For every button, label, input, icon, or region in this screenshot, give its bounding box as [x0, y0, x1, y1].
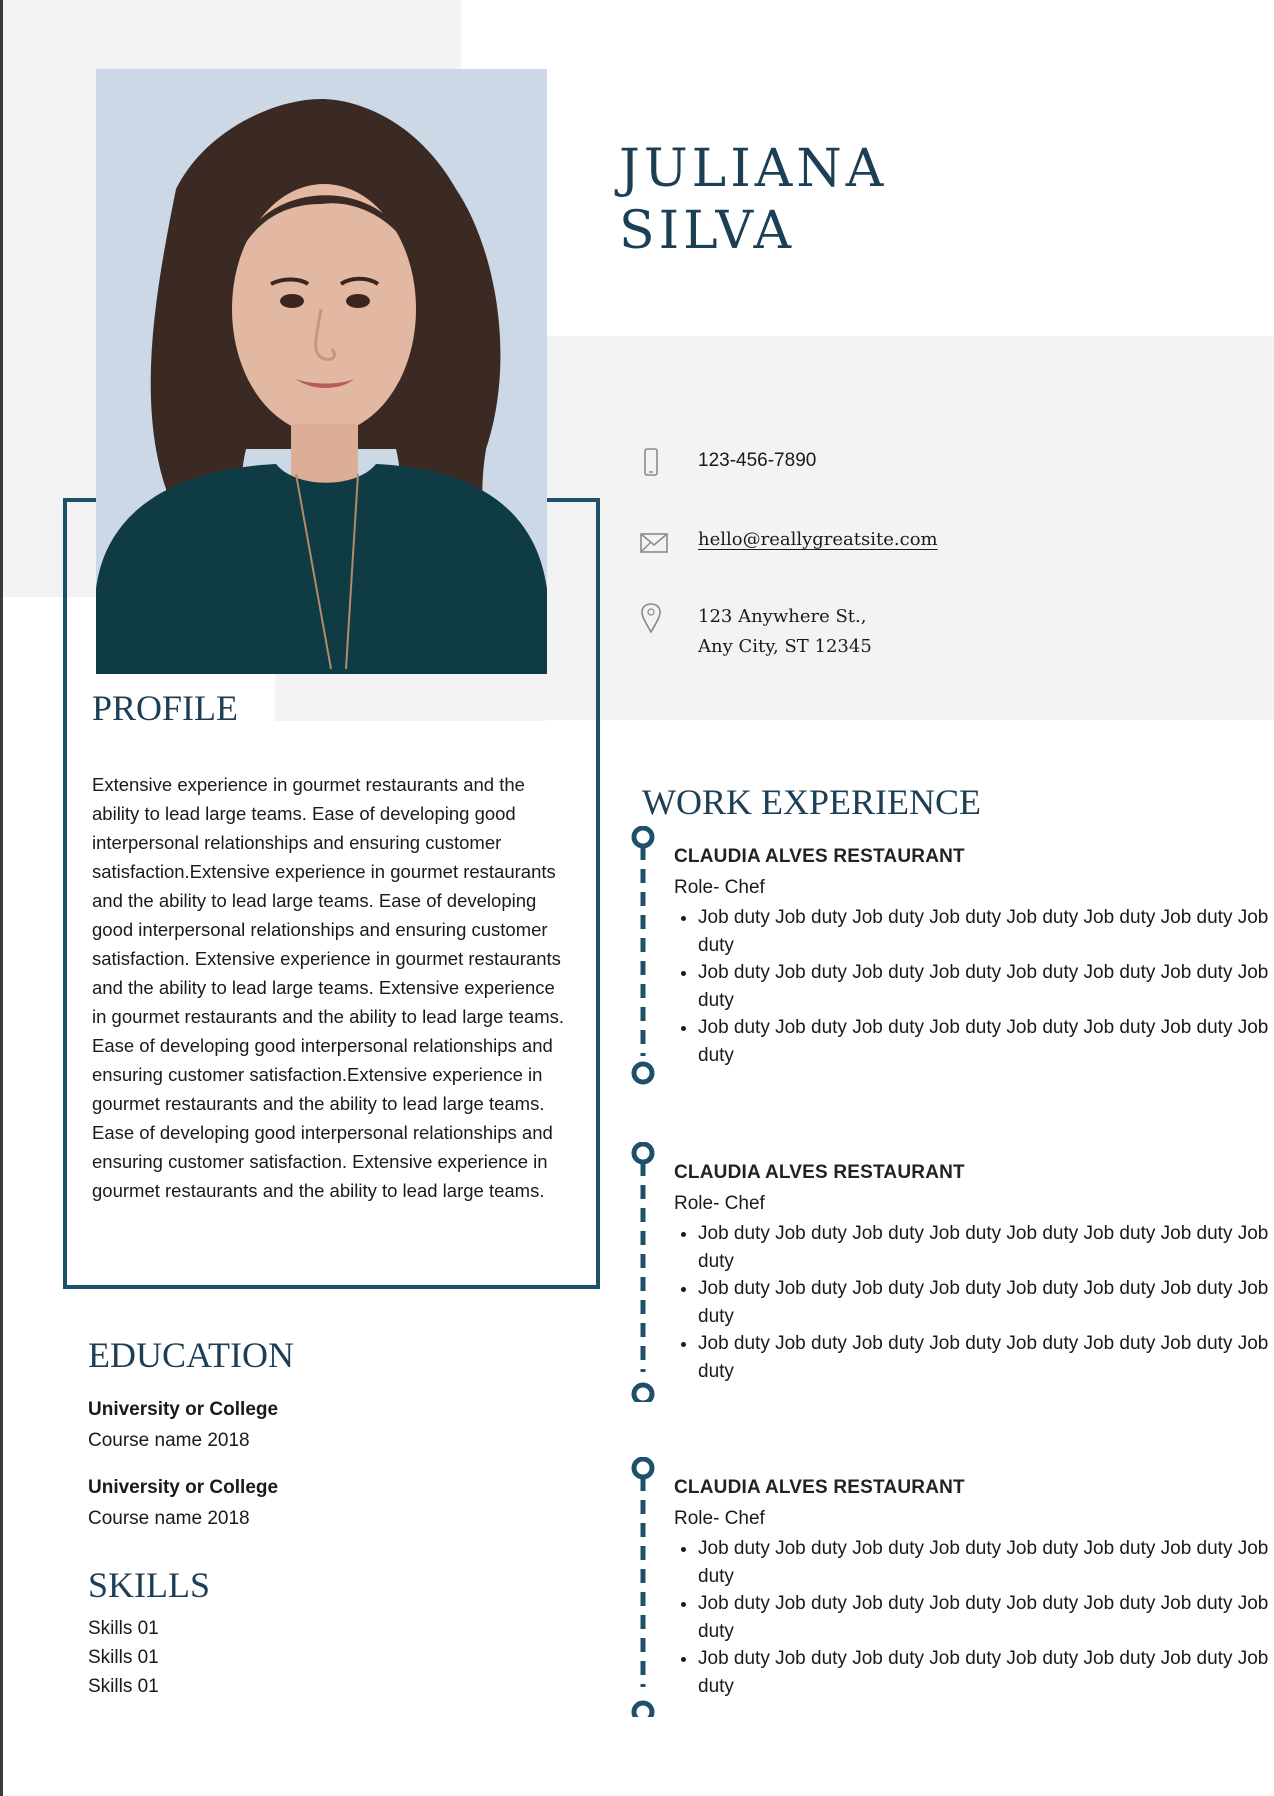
profile-heading: PROFILE	[92, 688, 239, 728]
first-name: JULIANA	[619, 139, 888, 199]
job-duty: • Job duty Job duty Job duty Job duty Job duty Job duty Job duty Job duty	[698, 1535, 1274, 1590]
job-duty: • Job duty Job duty Job duty Job duty Job duty Job duty Job duty Job duty	[698, 1014, 1274, 1069]
email-link[interactable]: hello@reallygreatsite.com	[698, 529, 938, 550]
job-duty: • Job duty Job duty Job duty Job duty Job duty Job duty Job duty Job duty	[698, 1645, 1274, 1700]
address	[698, 602, 872, 662]
job-company: CLAUDIA ALVES RESTAURANT	[674, 1162, 965, 1183]
education-item	[88, 1472, 508, 1534]
education-school: University or College	[88, 1399, 279, 1420]
skill-item: Skills 01	[88, 1618, 159, 1639]
timeline-pin-icon	[630, 1457, 660, 1717]
timeline-pin-icon	[630, 826, 660, 1086]
education-school: University or College	[88, 1477, 279, 1498]
job-company: CLAUDIA ALVES RESTAURANT	[674, 846, 965, 867]
job-role: Role- Chef	[674, 1193, 765, 1214]
skill-item: Skills 01	[88, 1676, 159, 1697]
job-details	[674, 1473, 1274, 1700]
skill-item: Skills 01	[88, 1647, 159, 1668]
job-details	[674, 842, 1274, 1069]
phone-icon	[640, 446, 672, 480]
job-duty: • Job duty Job duty Job duty Job duty Job duty Job duty Job duty Job duty	[698, 1220, 1274, 1275]
candidate-name	[619, 138, 887, 262]
job-company: CLAUDIA ALVES RESTAURANT	[674, 1477, 965, 1498]
work-experience-heading: WORK EXPERIENCE	[642, 782, 981, 822]
job-duty: • Job duty Job duty Job duty Job duty Job duty Job duty Job duty Job duty	[698, 1330, 1274, 1385]
contact-address	[640, 602, 872, 662]
job-duties	[674, 1535, 1274, 1700]
contact-email	[640, 525, 938, 559]
job-duty: • Job duty Job duty Job duty Job duty Job duty Job duty Job duty Job duty	[698, 1275, 1274, 1330]
address-line-1: 123 Anywhere St.,	[698, 606, 867, 627]
job-duties	[674, 904, 1274, 1069]
location-icon	[640, 602, 672, 636]
mail-icon	[640, 525, 672, 559]
education-course: Course name 2018	[88, 1430, 250, 1451]
education-course: Course name 2018	[88, 1508, 250, 1529]
job-details	[674, 1158, 1274, 1385]
job-role: Role- Chef	[674, 877, 765, 898]
job-duty: • Job duty Job duty Job duty Job duty Job duty Job duty Job duty Job duty	[698, 904, 1274, 959]
education-heading: EDUCATION	[88, 1335, 294, 1375]
education-item	[88, 1394, 508, 1456]
skills-heading: SKILLS	[88, 1565, 211, 1605]
timeline-pin-icon	[630, 1142, 660, 1402]
address-line-2: Any City, ST 12345	[698, 636, 872, 657]
profile-photo	[96, 69, 547, 674]
job-role: Role- Chef	[674, 1508, 765, 1529]
contact-phone	[640, 446, 816, 480]
profile-text: Extensive experience in gourmet restaurants and the ability to lead large teams. Ease of developing good interpersonal relationships and ensuring customer satisfaction.Extensive experience in gourmet restaurants and the ability to lead large teams. Ease of developing good interpersonal relationships and ensuring customer satisfaction. Extensive experience in gourmet restaurants and the ability to lead large teams. Extensive experience in gourmet restaurants and the ability to lead large teams. Ease of developing good interpersonal relationships and ensuring customer satisfaction.Extensive experience in gourmet restaurants and the ability to lead large teams. Ease of developing good interpersonal relationships and ensuring customer satisfaction. Extensive experience in gourmet restaurants and the ability to lead large teams.	[92, 774, 565, 1201]
job-duty: • Job duty Job duty Job duty Job duty Job duty Job duty Job duty Job duty	[698, 959, 1274, 1014]
phone-number[interactable]: 123-456-7890	[698, 450, 817, 471]
job-duties	[674, 1220, 1274, 1385]
last-name: SILVA	[619, 201, 796, 261]
job-duty: • Job duty Job duty Job duty Job duty Job duty Job duty Job duty Job duty	[698, 1590, 1274, 1645]
skills-list	[88, 1614, 159, 1701]
education-list	[88, 1394, 508, 1550]
